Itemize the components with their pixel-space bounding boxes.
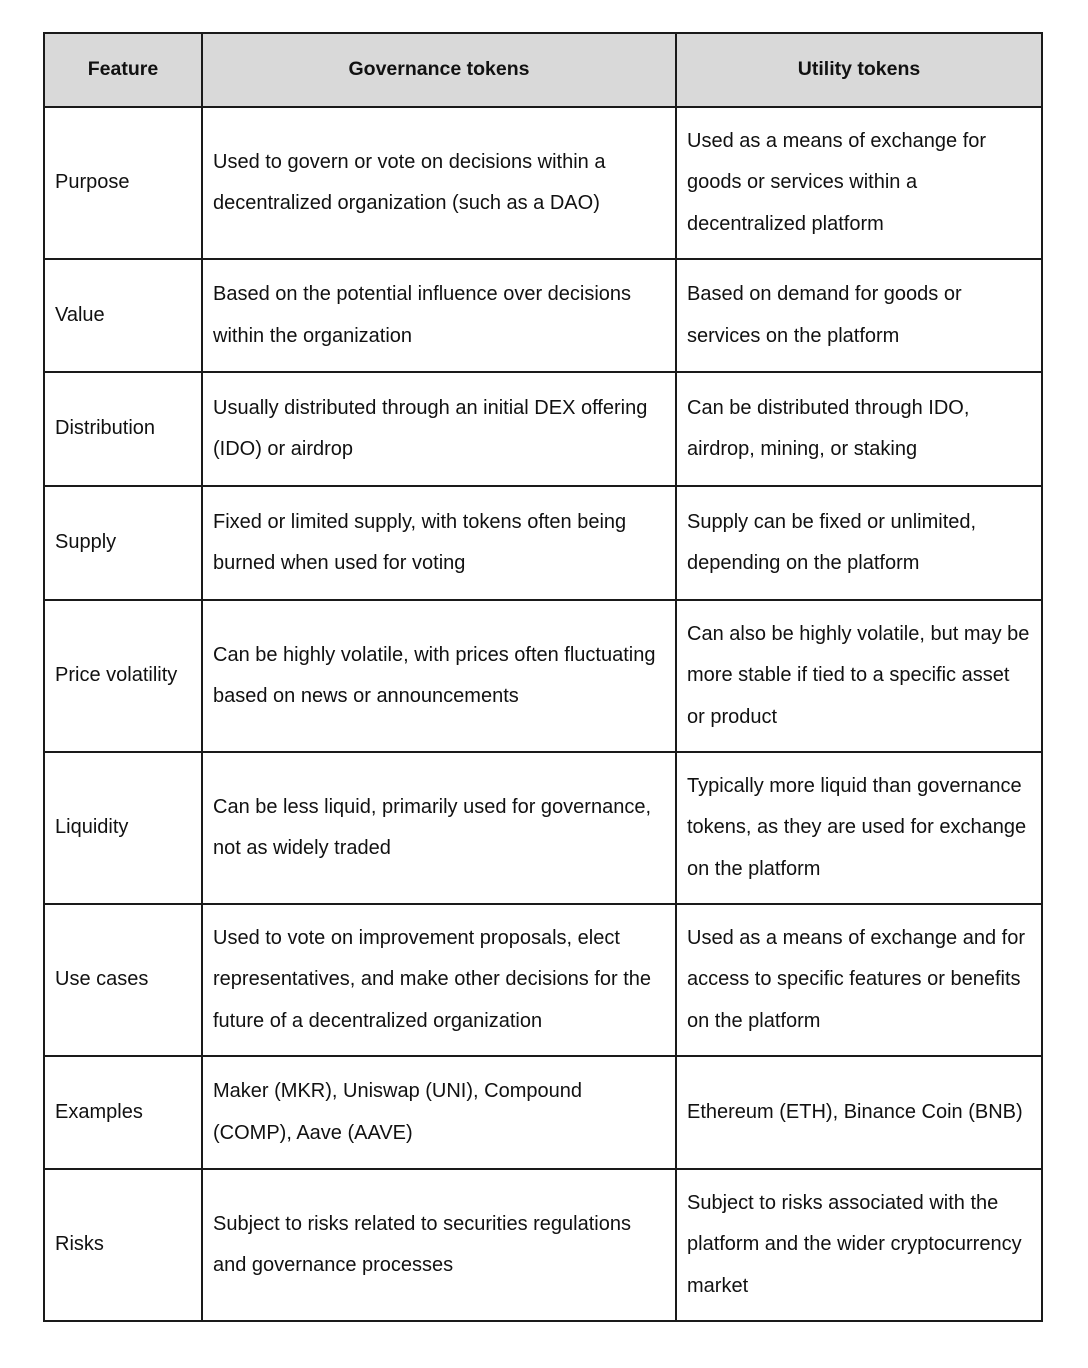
feature-cell: Price volatility [44, 600, 202, 752]
utility-cell: Can be distributed through IDO, airdrop, mining, or staking [676, 372, 1042, 486]
utility-cell: Subject to risks associated with the platform and the wider cryptocurrency market [676, 1169, 1042, 1321]
governance-cell: Can be highly volatile, with prices often fluctuating based on news or announcements [202, 600, 676, 752]
table-row [44, 752, 1042, 904]
table-row [44, 372, 1042, 486]
governance-cell: Subject to risks related to securities regulations and governance processes [202, 1169, 676, 1321]
utility-cell: Based on demand for goods or services on the platform [676, 259, 1042, 372]
governance-cell: Maker (MKR), Uniswap (UNI), Compound (COMP), Aave (AAVE) [202, 1056, 676, 1169]
table-row [44, 486, 1042, 600]
table-row [44, 107, 1042, 259]
governance-cell: Used to vote on improvement proposals, elect representatives, and make other decisions for the future of a decentralized organization [202, 904, 676, 1056]
header-row [44, 33, 1042, 107]
utility-cell: Typically more liquid than governance tokens, as they are used for exchange on the platform [676, 752, 1042, 904]
feature-cell: Value [44, 259, 202, 372]
comparison-table [43, 32, 1043, 1322]
table-row [44, 1169, 1042, 1321]
feature-cell: Use cases [44, 904, 202, 1056]
header-feature: Feature [44, 33, 202, 107]
governance-cell: Fixed or limited supply, with tokens often being burned when used for voting [202, 486, 676, 600]
utility-cell: Can also be highly volatile, but may be more stable if tied to a specific asset or product [676, 600, 1042, 752]
table-row [44, 600, 1042, 752]
feature-cell: Supply [44, 486, 202, 600]
comparison-table-container [43, 32, 1043, 1322]
governance-cell: Usually distributed through an initial DEX offering (IDO) or airdrop [202, 372, 676, 486]
feature-cell: Purpose [44, 107, 202, 259]
utility-cell: Used as a means of exchange for goods or services within a decentralized platform [676, 107, 1042, 259]
feature-cell: Examples [44, 1056, 202, 1169]
table-row [44, 904, 1042, 1056]
governance-cell: Based on the potential influence over decisions within the organization [202, 259, 676, 372]
feature-cell: Risks [44, 1169, 202, 1321]
feature-cell: Liquidity [44, 752, 202, 904]
table-row [44, 1056, 1042, 1169]
utility-cell: Ethereum (ETH), Binance Coin (BNB) [676, 1056, 1042, 1169]
utility-cell: Supply can be fixed or unlimited, depending on the platform [676, 486, 1042, 600]
header-utility-tokens: Utility tokens [676, 33, 1042, 107]
utility-cell: Used as a means of exchange and for access to specific features or benefits on the platform [676, 904, 1042, 1056]
header-governance-tokens: Governance tokens [202, 33, 676, 107]
feature-cell: Distribution [44, 372, 202, 486]
table-row [44, 259, 1042, 372]
governance-cell: Used to govern or vote on decisions within a decentralized organization (such as a DAO) [202, 107, 676, 259]
governance-cell: Can be less liquid, primarily used for governance, not as widely traded [202, 752, 676, 904]
